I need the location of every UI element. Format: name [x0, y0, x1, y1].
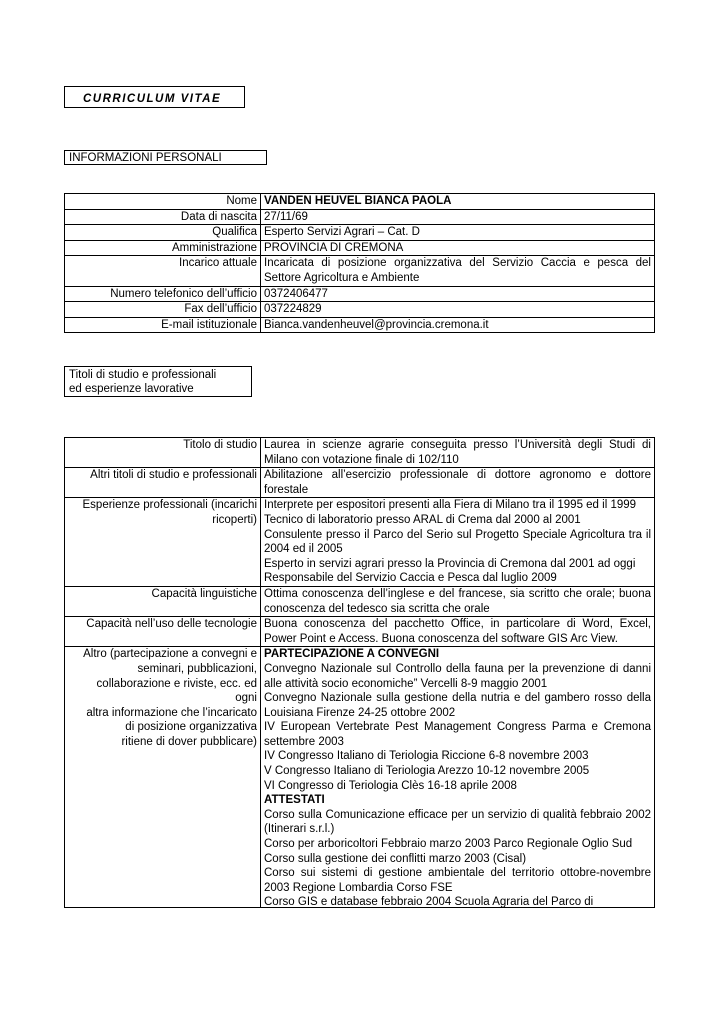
cv-title: CURRICULUM VITAE: [64, 86, 245, 108]
label-data-nascita: Data di nascita: [65, 209, 261, 225]
studies-table: [64, 437, 655, 908]
list-item: Corso sulla Comunicazione efficace per un servizio di qualità febbraio 2002 (Itinerari s.r.l.): [264, 808, 651, 836]
label-nome: Nome: [65, 194, 261, 210]
label-altro-line: ogni: [235, 692, 257, 705]
label-titolo-studio: Titolo di studio: [65, 438, 261, 468]
table-row: [65, 586, 655, 616]
list-item: Corso sulla gestione dei conflitti marzo 2003 (Cisal): [264, 852, 527, 865]
list-item: Corso GIS e database febbraio 2004 Scuola Agraria del Parco di: [264, 896, 594, 908]
list-item: Interprete per espositori presenti alla Fiera di Milano tra il 1995 ed il 1999: [264, 499, 637, 512]
label-altri-titoli: Altri titoli di studio e professionali: [65, 468, 261, 498]
list-item: Convegno Nazionale sul Controllo della fauna per la prevenzione di danni alle attività socio economiche” Vercelli 8-9 maggio 2001: [264, 662, 651, 690]
value-data-nascita: 27/11/69: [261, 209, 655, 225]
list-item: Responsabile del Servizio Caccia e Pesca dal luglio 2009: [264, 572, 557, 585]
label-telefono: Numero telefonico dell’ufficio: [65, 286, 261, 302]
label-tecnologie: Capacità nell’uso delle tecnologie: [65, 617, 261, 647]
table-row: [65, 194, 655, 210]
label-esperienze: Esperienze professionali (incarichi ricoperti): [65, 498, 261, 587]
list-item: Corso sui sistemi di gestione ambientale del territorio ottobre-novembre 2003 Regione Lombardia Corso FSE: [264, 867, 651, 894]
value-altri-titoli: Abilitazione all’esercizio professionale di dottore agronomo e dottore forestale: [261, 468, 655, 498]
table-row: [65, 225, 655, 241]
value-esperienze: [261, 498, 655, 587]
studies-title-line: Titoli di studio e professionali: [69, 369, 217, 381]
value-lingue: Ottima conoscenza dell’inglese e del francese, sia scritto che orale; buona conoscenza del tedesco sia scritta che orale: [261, 586, 655, 616]
list-item: IV Congresso Italiano di Teriologia Riccione 6-8 novembre 2003: [264, 750, 589, 763]
table-row: [65, 302, 655, 318]
value-telefono: 0372406477: [261, 286, 655, 302]
label-qualifica: Qualifica: [65, 225, 261, 241]
table-row: [65, 209, 655, 225]
list-item: VI Congresso di Teriologia Clès 16-18 aprile 2008: [264, 779, 517, 792]
table-row: [65, 468, 655, 498]
studies-title-line: ed esperienze lavorative: [69, 383, 194, 395]
label-altro-line: di posizione organizzativa: [125, 721, 257, 734]
table-row: [65, 317, 655, 333]
value-amministrazione: PROVINCIA DI CREMONA: [261, 240, 655, 256]
studies-section-title: [64, 366, 252, 397]
personal-info-section-title: INFORMAZIONI PERSONALI: [64, 150, 267, 165]
list-item: Convegno Nazionale sulla gestione della nutria e del gambero rosso della Louisiana Firenze 24-25 ottobre 2002: [264, 692, 651, 719]
value-email: Bianca.vandenheuvel@provincia.cremona.it: [261, 317, 655, 333]
value-tecnologie: Buona conoscenza del pacchetto Office, in particolare di Word, Excel, Power Point e Access. Buona conoscenza del software GIS Arc View.: [261, 617, 655, 647]
table-row: [65, 438, 655, 468]
label-altro-line: ritiene di dover pubblicare): [121, 735, 257, 748]
label-altro-line: altra informazione che l’incaricato: [86, 706, 257, 719]
value-qualifica: Esperto Servizi Agrari – Cat. D: [261, 225, 655, 241]
value-fax: 037224829: [261, 302, 655, 318]
label-altro-line: Altro (partecipazione a convegni e: [83, 648, 257, 661]
label-altro-line: collaborazione e riviste, ecc. ed: [96, 677, 257, 690]
table-row: [65, 647, 655, 908]
list-item: Esperto in servizi agrari presso la Provincia di Cremona dal 2001 ad oggi: [264, 557, 636, 570]
attestati-heading: ATTESTATI: [264, 794, 325, 807]
list-item: Tecnico di laboratorio presso ARAL di Crema dal 2000 al 2001: [264, 513, 581, 526]
value-incarico: Incaricata di posizione organizzativa del Servizio Caccia e pesca del Settore Agricoltura e Ambiente: [261, 256, 655, 286]
label-email: E-mail istituzionale: [65, 317, 261, 333]
value-titolo-studio: Laurea in scienze agrarie conseguita presso l’Università degli Studi di Milano con votazione finale di 102/110: [261, 438, 655, 468]
label-incarico: Incarico attuale: [65, 256, 261, 286]
table-row: [65, 240, 655, 256]
value-altro: [261, 647, 655, 908]
personal-info-table: [64, 193, 655, 333]
label-altro: [65, 647, 261, 908]
table-row: [65, 498, 655, 587]
value-nome: VANDEN HEUVEL BIANCA PAOLA: [261, 194, 655, 210]
table-row: [65, 256, 655, 286]
label-altro-line: seminari, pubblicazioni,: [137, 662, 257, 675]
list-item: Consulente presso il Parco del Serio sul Progetto Speciale Agricoltura tra il 2004 ed il 2005: [264, 528, 651, 556]
convegni-heading: PARTECIPAZIONE A CONVEGNI: [264, 648, 440, 661]
label-amministrazione: Amministrazione: [65, 240, 261, 256]
list-item: IV European Vertebrate Pest Management Congress Parma e Cremona settembre 2003: [264, 721, 651, 748]
label-lingue: Capacità linguistiche: [65, 586, 261, 616]
table-row: [65, 617, 655, 647]
list-item: Corso per arboricoltori Febbraio marzo 2003 Parco Regionale Oglio Sud: [264, 838, 633, 851]
list-item: V Congresso Italiano di Teriologia Arezzo 10-12 novembre 2005: [264, 765, 590, 778]
table-row: [65, 286, 655, 302]
label-fax: Fax dell’ufficio: [65, 302, 261, 318]
